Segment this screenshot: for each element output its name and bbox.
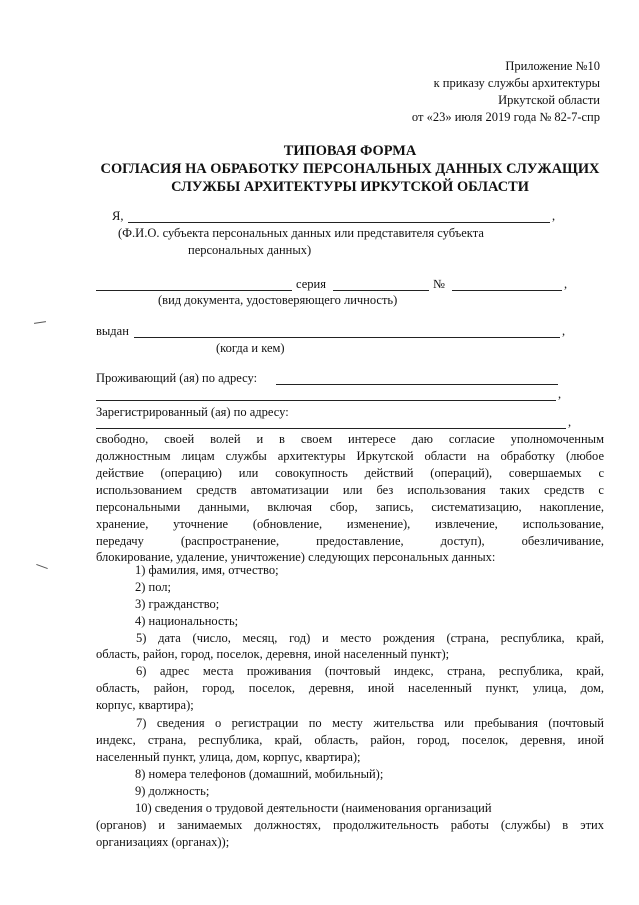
item-8: 8) номера телефонов (домашний, мобильный); [135, 767, 384, 781]
number-comma: , [564, 277, 568, 291]
item-7-line-3: населенный пункт, улица, дом, корпус, квартира); [96, 750, 361, 764]
consent-line-8: блокирование, удаление, уничтожение) следующих персональных данных: [96, 550, 496, 564]
appendix-header [412, 58, 600, 126]
scan-mark-2 [36, 564, 48, 569]
scan-mark-1 [34, 321, 46, 324]
appendix-line-1: Приложение №10 [505, 59, 600, 73]
registered-comma: , [568, 415, 572, 429]
consent-line-7: передачу (распространение, предоставление, доступ), обезличивание, [96, 534, 604, 548]
consent-line-4: использованием средств автоматизации или без использования таких средств с [96, 483, 604, 497]
item-10-line-3: организациях (органах)); [96, 835, 230, 849]
item-5-line-2: область, район, город, поселок, деревня, иной населенный пункт); [96, 647, 450, 661]
item-4: 4) национальность; [135, 614, 239, 628]
consent-line-6: хранение, уточнение (обновление, изменение), извлечение, использование, [96, 517, 604, 531]
item-1: 1) фамилия, имя, отчество; [135, 563, 279, 577]
item-3: 3) гражданство; [135, 597, 220, 611]
vydan-label: выдан [96, 324, 129, 338]
ya-label: Я, [112, 209, 124, 223]
item-2: 2) пол; [135, 580, 172, 594]
item-6-line-1: 6) адрес места проживания (почтовый индекс, страна, республика, край, [136, 664, 604, 678]
title-line-3: СЛУЖБЫ АРХИТЕКТУРЫ ИРКУТСКОЙ ОБЛАСТИ [171, 179, 529, 195]
item-10-line-1: 10) сведения о трудовой деятельности (наименования организаций [135, 801, 492, 815]
consent-line-3: действие (операцию) или совокупность действий (операций), совершаемых с [96, 466, 604, 480]
consent-line-5: персональными данными, включая сбор, запись, систематизацию, накопление, [96, 500, 604, 514]
item-6-line-2: область, район, город, поселок, деревня, иной населенный пункт, улица, дом, [96, 681, 604, 695]
item-10-line-2: (органов) и занимаемых должностях, продолжительность работы (службы) в этих [96, 818, 604, 832]
consent-line-1: свободно, своей волей и в своем интересе даю согласие уполномоченным [96, 432, 604, 446]
residence-label: Проживающий (ая) по адресу: [96, 371, 258, 385]
document-caption: (вид документа, удостоверяющего личность) [158, 293, 398, 307]
seria-label: серия [296, 277, 326, 291]
fio-comma: , [552, 209, 556, 223]
fio-field[interactable] [128, 222, 550, 223]
title-line-2: СОГЛАСИЯ НА ОБРАБОТКУ ПЕРСОНАЛЬНЫХ ДАННЫХ СЛУЖАЩИХ [100, 161, 600, 177]
registered-field[interactable] [96, 428, 566, 429]
item-6-line-3: корпус, квартира); [96, 698, 194, 712]
fio-caption-1: (Ф.И.О. субъекта персональных данных или представителя субъекта [118, 226, 484, 240]
vydan-comma: , [562, 324, 566, 338]
residence-comma: , [558, 387, 562, 401]
number-field[interactable] [452, 290, 562, 291]
item-9: 9) должность; [135, 784, 210, 798]
document-type-field[interactable] [96, 290, 292, 291]
residence-field-2[interactable] [96, 400, 556, 401]
fio-caption-2: персональных данных) [188, 243, 312, 257]
item-7-line-1: 7) сведения о регистрации по месту жительства или пребывания (почтовый [136, 716, 604, 730]
item-5-line-1: 5) дата (число, месяц, год) и место рождения (страна, республика, край, [136, 631, 604, 645]
seria-field[interactable] [333, 290, 429, 291]
number-label: № [433, 277, 445, 291]
title-line-1: ТИПОВАЯ ФОРМА [283, 143, 417, 159]
appendix-line-3: Иркутской области [498, 93, 600, 107]
item-7-line-2: индекс, страна, республика, край, область, район, город, поселок, деревня, иной [96, 733, 604, 747]
document-title [80, 142, 620, 196]
vydan-caption: (когда и кем) [216, 341, 285, 355]
appendix-line-2: к приказу службы архитектуры [433, 76, 600, 90]
registered-label: Зарегистрированный (ая) по адресу: [96, 405, 289, 419]
vydan-field[interactable] [134, 337, 560, 338]
appendix-line-4: от «23» июля 2019 года № 82-7-спр [411, 110, 600, 124]
residence-field-1[interactable] [276, 384, 558, 385]
consent-line-2: должностным лицам службы архитектуры Иркутской области на обработку (любое [96, 449, 604, 463]
